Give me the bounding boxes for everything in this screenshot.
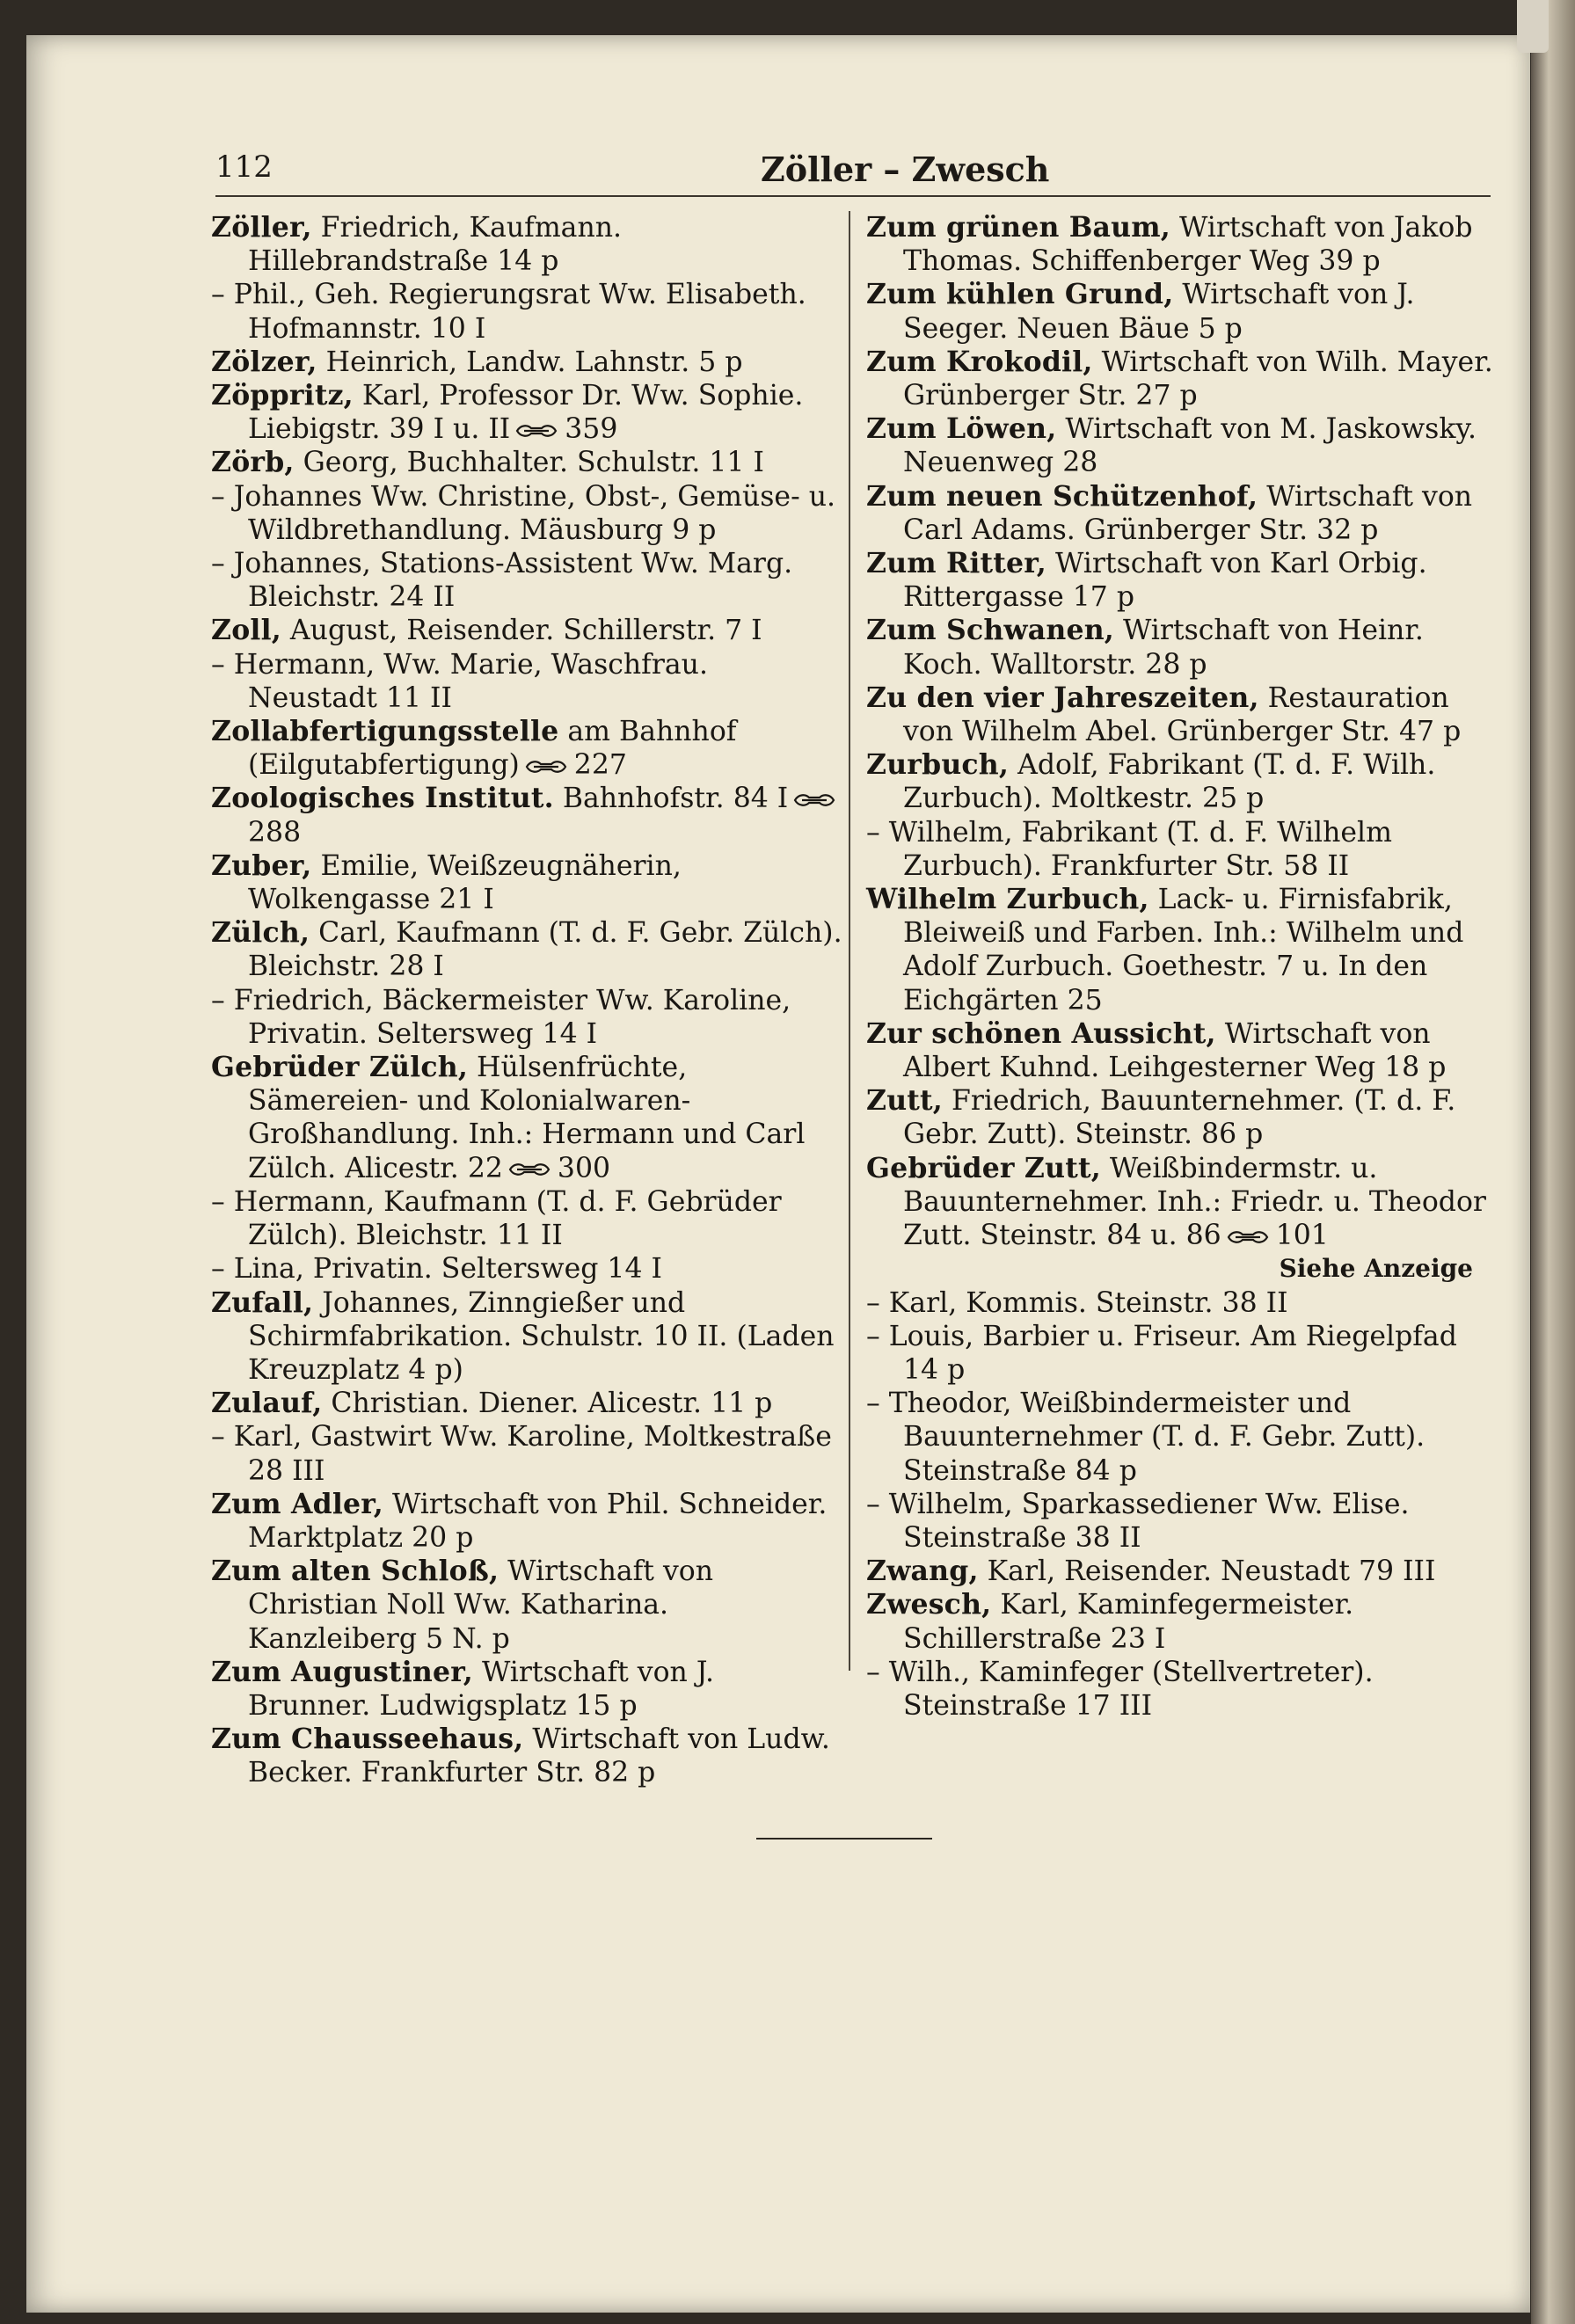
entry-text: Christian. Diener. Alicestr. 11 p bbox=[331, 1388, 773, 1420]
firm-entry bbox=[866, 1152, 1499, 1253]
directory-entry bbox=[211, 614, 844, 647]
directory-entry bbox=[866, 1588, 1499, 1655]
directory-entry bbox=[211, 916, 844, 983]
column-divider bbox=[849, 211, 850, 1671]
entry-text: Wirtschaft von Albert Kuhnd. Leihgesterner Weg 18 p bbox=[903, 1017, 1447, 1084]
phone-number: 227 bbox=[573, 749, 627, 782]
entry-text: – Wilhelm, Sparkassediener Ww. Elise. Steinstraße 38 II bbox=[866, 1488, 1410, 1554]
directory-entry bbox=[211, 480, 844, 547]
entry-name: Zur schönen Aussicht, bbox=[866, 1016, 1216, 1050]
telephone-icon bbox=[508, 1162, 551, 1177]
directory-entry bbox=[866, 614, 1499, 681]
siehe-anzeige-note: Siehe Anzeige bbox=[1279, 1254, 1473, 1284]
directory-entry bbox=[866, 816, 1499, 883]
entry-text: Karl, Kaminfegermeister. Schillerstraße 23 I bbox=[903, 1589, 1354, 1655]
entry-name: Gebrüder Zutt, bbox=[866, 1151, 1101, 1184]
directory-entry bbox=[866, 211, 1499, 278]
entry-text: – Karl, Gastwirt Ww. Karoline, Moltkestraße 28 III bbox=[211, 1421, 832, 1487]
entry-text: Emilie, Weißzeugnäherin, Wolkengasse 21 I bbox=[248, 849, 682, 916]
entry-text: Wirtschaft von Carl Adams. Grünberger Str. 32 p bbox=[903, 480, 1473, 546]
left-column bbox=[211, 211, 844, 1790]
entry-name: Zum Löwen, bbox=[866, 412, 1057, 446]
directory-entry bbox=[211, 379, 844, 446]
entry-text: – Wilh., Kaminfeger (Stellvertreter). Steinstraße 17 III bbox=[866, 1656, 1374, 1722]
entry-name: Zwang, bbox=[866, 1555, 979, 1588]
entry-name: Gebrüder Zülch, bbox=[211, 1051, 469, 1084]
directory-entry bbox=[866, 278, 1499, 345]
book-edge bbox=[1531, 0, 1575, 2324]
directory-entry bbox=[211, 984, 844, 1051]
firm-entry bbox=[866, 883, 1499, 1017]
entry-text: Adolf, Fabrikant (T. d. F. Wilh. Zurbuch). Moltkestr. 25 p bbox=[903, 749, 1436, 815]
entry-name: Zwesch, bbox=[866, 1588, 992, 1621]
phone-number: 300 bbox=[557, 1152, 611, 1184]
directory-entry bbox=[211, 782, 844, 849]
directory-entry bbox=[866, 1656, 1499, 1723]
entry-name: Zum grünen Baum, bbox=[866, 211, 1170, 244]
entry-name: Zufall, bbox=[211, 1286, 314, 1319]
entry-name: Zum Ritter, bbox=[866, 547, 1046, 580]
page-number: 112 bbox=[215, 149, 273, 185]
entry-text: Wirtschaft von J. Seeger. Neuen Bäue 5 p bbox=[903, 279, 1415, 345]
entry-text: Restauration von Wilhelm Abel. Grünberger Str. 47 p bbox=[903, 681, 1462, 748]
entry-text: Wirtschaft von Jakob Thomas. Schiffenberger Weg 39 p bbox=[903, 212, 1473, 278]
right-column bbox=[866, 211, 1499, 1723]
directory-entry bbox=[211, 1488, 844, 1555]
entry-text: Wirtschaft von Christian Noll Ww. Katharina. Kanzleiberg 5 N. p bbox=[248, 1555, 714, 1655]
directory-entry bbox=[211, 1555, 844, 1656]
entry-name: Zum neuen Schützenhof, bbox=[866, 479, 1258, 513]
entry-text: Friedrich, Kaufmann. Hillebrandstraße 14 p bbox=[248, 212, 623, 278]
entry-name: Zum Augustiner, bbox=[211, 1655, 473, 1688]
directory-entry bbox=[866, 346, 1499, 412]
telephone-icon bbox=[515, 423, 558, 439]
entry-name: Zöller, bbox=[211, 211, 312, 244]
entry-text: Bahnhofstr. 84 I bbox=[562, 783, 789, 815]
directory-entry bbox=[866, 1387, 1499, 1488]
directory-entry bbox=[866, 748, 1499, 815]
entry-text: am Bahnhof (Eilgutabfertigung) bbox=[248, 716, 737, 782]
directory-entry bbox=[866, 1017, 1499, 1084]
directory-entry bbox=[211, 211, 844, 278]
entry-name: Wilhelm Zurbuch, bbox=[866, 883, 1149, 916]
phone-number: 101 bbox=[1275, 1220, 1329, 1252]
directory-entry bbox=[866, 412, 1499, 479]
directory-entry bbox=[211, 1286, 844, 1388]
entry-name: Zöppritz, bbox=[211, 379, 354, 412]
entry-text: Karl, Professor Dr. Ww. Sophie. Liebigstr. 39 I u. II bbox=[248, 380, 804, 446]
entry-name: Zoll, bbox=[211, 614, 281, 647]
entry-text: – Hermann, Ww. Marie, Waschfrau. Neustadt 11 II bbox=[211, 648, 708, 714]
directory-entry bbox=[866, 480, 1499, 547]
entry-name: Zuber, bbox=[211, 849, 312, 882]
directory-entry bbox=[866, 1488, 1499, 1555]
entry-text: Karl, Reisender. Neustadt 79 III bbox=[987, 1555, 1436, 1588]
directory-entry bbox=[866, 1286, 1499, 1320]
directory-entry bbox=[211, 446, 844, 479]
directory-entry bbox=[866, 1084, 1499, 1151]
directory-entry bbox=[211, 1656, 844, 1723]
entry-name: Zutt, bbox=[866, 1084, 943, 1118]
directory-entry bbox=[866, 547, 1499, 614]
directory-entry bbox=[211, 1185, 844, 1252]
directory-entry bbox=[211, 1420, 844, 1487]
entry-text: Friedrich, Bauunternehmer. (T. d. F. Gebr. Zutt). Steinstr. 86 p bbox=[903, 1085, 1456, 1151]
end-rule bbox=[756, 1838, 932, 1840]
entry-text: Wirtschaft von J. Brunner. Ludwigsplatz 15 p bbox=[248, 1656, 715, 1722]
entry-name: Zörb, bbox=[211, 446, 295, 479]
entry-text: – Louis, Barbier u. Friseur. Am Riegelpfad 14 p bbox=[866, 1320, 1457, 1386]
entry-text: – Friedrich, Bäckermeister Ww. Karoline, Privatin. Seltersweg 14 I bbox=[211, 984, 791, 1050]
entry-text: Johannes, Zinngießer und Schirmfabrikation. Schulstr. 10 II. (Laden Kreuzplatz 4 p) bbox=[248, 1286, 835, 1386]
entry-name: Zum kühlen Grund, bbox=[866, 278, 1174, 311]
directory-entry bbox=[211, 547, 844, 614]
entry-name: Zulauf, bbox=[211, 1387, 323, 1420]
entry-name: Zu den vier Jahreszeiten, bbox=[866, 681, 1259, 714]
entry-text: Hülsenfrüchte, Sämereien- und Kolonialwaren-Großhandlung. Inh.: Hermann und Carl Zülch. Alicestr. 22 bbox=[248, 1052, 806, 1184]
entry-text: Heinrich, Landw. Lahnstr. 5 p bbox=[325, 346, 743, 378]
entry-text: Lack- u. Firnisfabrik, Bleiweiß und Farben. Inh.: Wilhelm und Adolf Zurbuch. Goethestr. 7 u. In den Eichgärten 25 bbox=[903, 884, 1464, 1016]
entry-text: – Johannes, Stations-Assistent Ww. Marg. Bleichstr. 24 II bbox=[211, 548, 793, 614]
directory-entry bbox=[211, 346, 844, 379]
entry-name: Zum Krokodil, bbox=[866, 345, 1093, 378]
entry-name: Zoologisches Institut. bbox=[211, 782, 554, 815]
entry-text: – Wilhelm, Fabrikant (T. d. F. Wilhelm Zurbuch). Frankfurter Str. 58 II bbox=[866, 816, 1392, 882]
entry-text: Wirtschaft von Phil. Schneider. Marktplatz 20 p bbox=[248, 1488, 828, 1554]
directory-entry bbox=[866, 1555, 1499, 1588]
entry-text: Georg, Buchhalter. Schulstr. 11 I bbox=[303, 447, 764, 479]
phone-number: 359 bbox=[565, 413, 618, 446]
directory-entry bbox=[866, 681, 1499, 748]
entry-text: – Phil., Geh. Regierungsrat Ww. Elisabeth. Hofmannstr. 10 I bbox=[211, 279, 806, 345]
entry-name: Zölzer, bbox=[211, 345, 317, 378]
directory-entry bbox=[211, 849, 844, 916]
entry-name: Zum Chausseehaus, bbox=[211, 1723, 524, 1756]
bookmark-ribbon bbox=[1517, 0, 1549, 53]
telephone-icon bbox=[793, 792, 835, 808]
entry-name: Zum Schwanen, bbox=[866, 614, 1114, 647]
entry-text: Wirtschaft von Ludw. Becker. Frankfurter Str. 82 p bbox=[248, 1723, 830, 1789]
page-header bbox=[215, 149, 1491, 199]
entry-text: Weißbindermstr. u. Bauunternehmer. Inh.: Friedr. u. Theodor Zutt. Steinstr. 84 u. 86 bbox=[903, 1152, 1486, 1252]
entry-text: – Johannes Ww. Christine, Obst-, Gemüse- u. Wildbrethandlung. Mäusburg 9 p bbox=[211, 480, 836, 546]
entry-text: Wirtschaft von M. Jaskowsky. Neuenweg 28 bbox=[903, 413, 1477, 479]
directory-entry bbox=[211, 1387, 844, 1420]
directory-entry bbox=[211, 715, 844, 782]
directory-entry bbox=[866, 1320, 1499, 1387]
header-rule bbox=[215, 195, 1491, 197]
entry-name: Zum Adler, bbox=[211, 1487, 383, 1520]
directory-entry bbox=[211, 648, 844, 715]
entry-name: Zülch, bbox=[211, 916, 310, 950]
firm-entry bbox=[211, 1051, 844, 1185]
entry-text: – Hermann, Kaufmann (T. d. F. Gebrüder Zülch). Bleichstr. 11 II bbox=[211, 1185, 782, 1252]
entry-name: Zollabfertigungsstelle bbox=[211, 715, 559, 748]
entry-text: Wirtschaft von Karl Orbig. Rittergasse 17 p bbox=[903, 548, 1427, 614]
directory-entry bbox=[211, 1252, 844, 1286]
entry-text: – Karl, Kommis. Steinstr. 38 II bbox=[866, 1286, 1288, 1319]
entry-text: Wirtschaft von Heinr. Koch. Walltorstr. 28 p bbox=[903, 615, 1424, 681]
running-head: Zöller – Zwesch bbox=[761, 149, 1050, 189]
telephone-icon bbox=[525, 759, 567, 775]
entry-text: – Lina, Privatin. Seltersweg 14 I bbox=[211, 1253, 662, 1286]
telephone-icon bbox=[1227, 1229, 1269, 1245]
entry-text: Wirtschaft von Wilh. Mayer. Grünberger Str. 27 p bbox=[903, 346, 1493, 412]
entry-name: Zum alten Schloß, bbox=[211, 1555, 499, 1588]
entry-text: Carl, Kaufmann (T. d. F. Gebr. Zülch). Bleichstr. 28 I bbox=[248, 917, 842, 983]
directory-entry bbox=[211, 1723, 844, 1789]
entry-name: Zurbuch, bbox=[866, 748, 1010, 782]
phone-number: 288 bbox=[248, 816, 302, 849]
entry-text: – Theodor, Weißbindermeister und Bauunternehmer (T. d. F. Gebr. Zutt). Steinstraße 84 p bbox=[866, 1388, 1426, 1487]
directory-entry bbox=[211, 278, 844, 345]
entry-text: August, Reisender. Schillerstr. 7 I bbox=[289, 615, 762, 647]
